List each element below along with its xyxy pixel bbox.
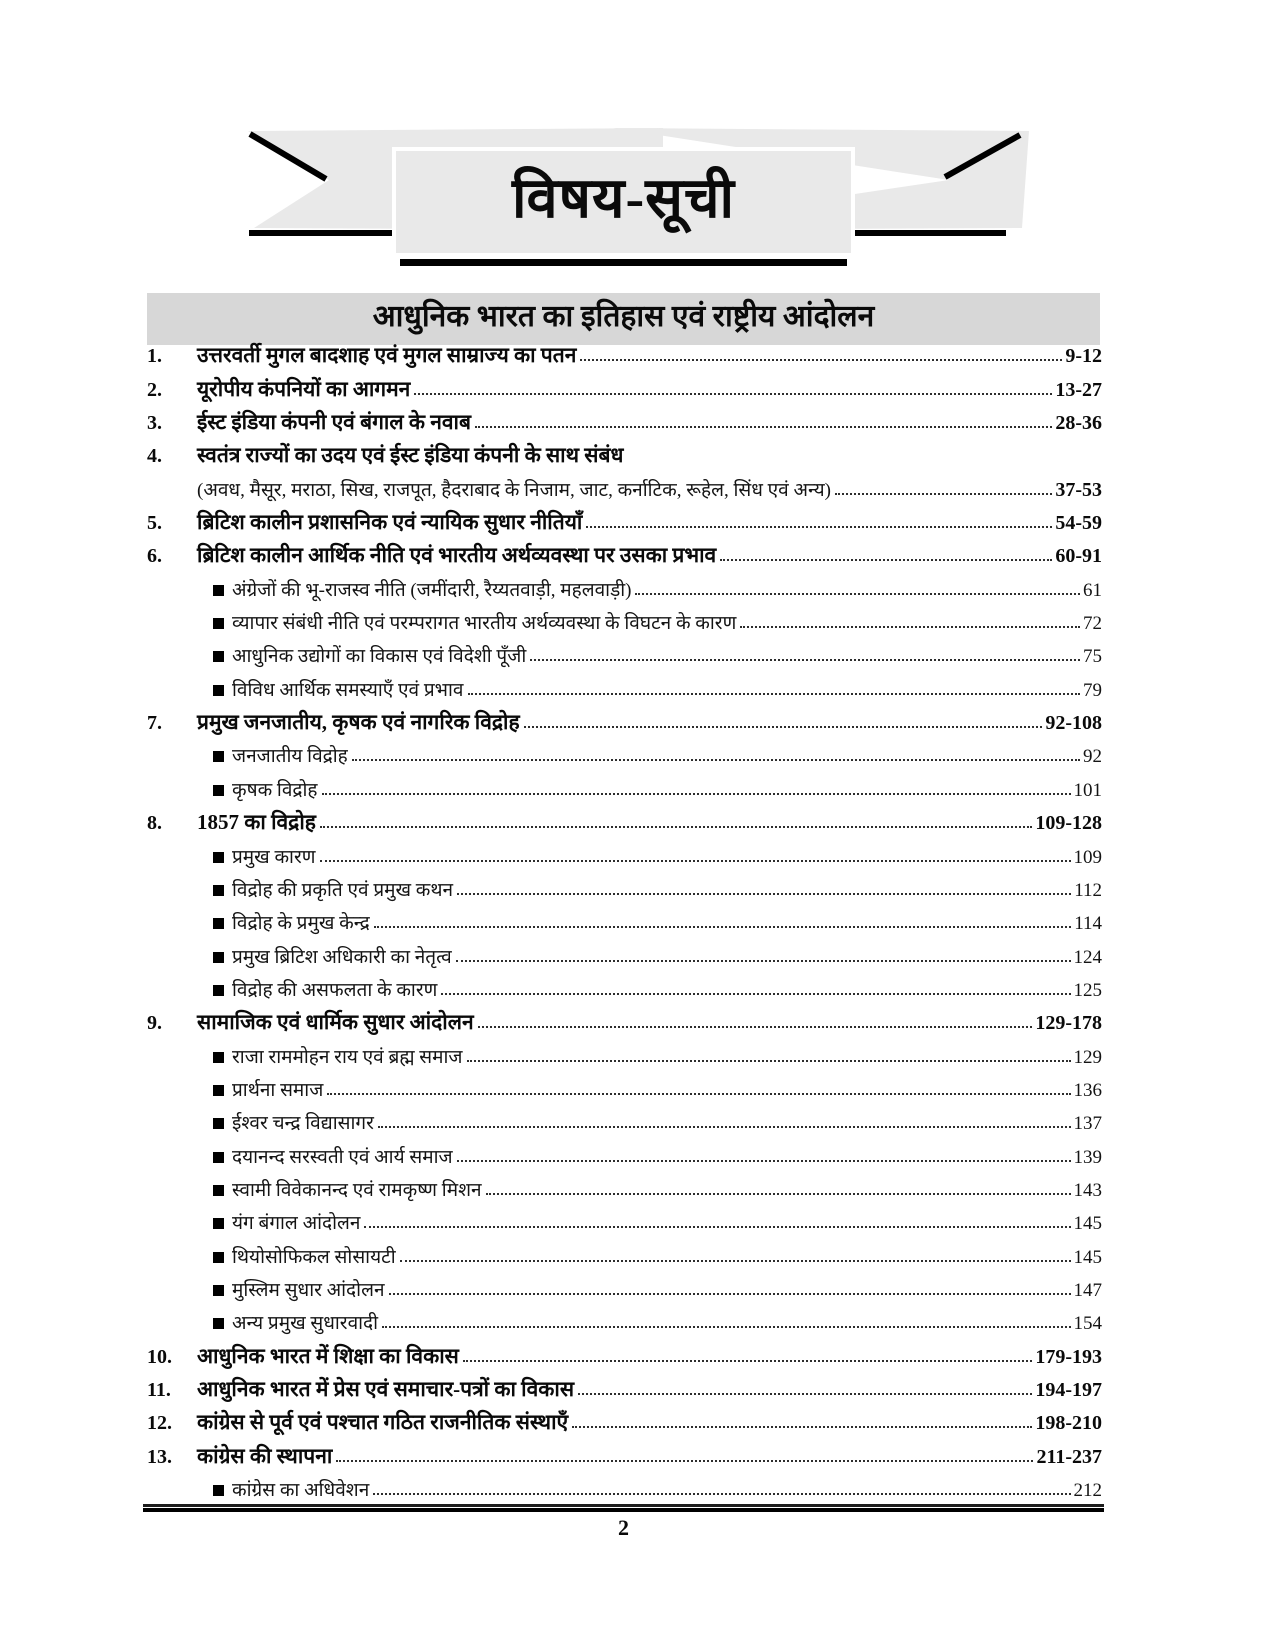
dot-leader — [389, 1293, 1071, 1295]
square-bullet-icon — [213, 885, 224, 896]
subtopic-title: मुस्लिम सुधार आंदोलन — [232, 1279, 385, 1301]
page-range: 9-12 — [1065, 345, 1102, 368]
subtopic-page: 114 — [1074, 913, 1102, 935]
square-bullet-icon — [213, 785, 224, 796]
toc-chapter-row — [147, 1371, 1102, 1404]
subtopic-title: विद्रोह की असफलता के कारण — [232, 979, 438, 1001]
square-bullet-icon — [213, 651, 224, 662]
toc-sub-row — [147, 1471, 1102, 1504]
square-bullet-icon — [213, 585, 224, 596]
dot-leader — [374, 926, 1072, 928]
subtopic-page: 101 — [1073, 779, 1102, 801]
toc-chapter-row — [147, 437, 1102, 470]
subtopic-page: 145 — [1073, 1246, 1102, 1268]
dot-leader — [414, 393, 1052, 395]
page-range: 13-27 — [1055, 378, 1102, 401]
chapter-number: 13. — [147, 1445, 172, 1468]
chapter-title: स्वतंत्र राज्यों का उदय एवं ईस्ट इंडिया कंपनी के साथ संबंध — [197, 443, 624, 468]
toc-sub-row — [147, 1204, 1102, 1237]
chapter-number: 10. — [147, 1345, 172, 1368]
footer-rule-thin-line — [143, 1504, 1104, 1507]
chapter-number: 6. — [147, 545, 162, 568]
dot-leader — [327, 1093, 1070, 1095]
square-bullet-icon — [213, 1252, 224, 1263]
square-bullet-icon — [213, 1085, 224, 1096]
square-bullet-icon — [213, 985, 224, 996]
dot-leader — [320, 826, 1032, 828]
toc-sub-row — [147, 604, 1102, 637]
subtopic-title: प्रमुख ब्रिटिश अधिकारी का नेतृत्व — [232, 946, 452, 968]
dot-leader — [524, 726, 1043, 728]
toc-sub-row — [147, 837, 1102, 870]
square-bullet-icon — [213, 1485, 224, 1496]
square-bullet-icon — [213, 1218, 224, 1229]
page-range: 28-36 — [1055, 412, 1102, 435]
page-range: 92-108 — [1045, 712, 1102, 735]
chapter-title: 1857 का विद्रोह — [197, 810, 316, 835]
toc-chapter-row — [147, 337, 1102, 370]
dot-leader — [373, 1493, 1070, 1495]
subtopic-page: 79 — [1083, 679, 1102, 701]
square-bullet-icon — [213, 1185, 224, 1196]
subtopic-title: ईश्वर चन्द्र विद्यासागर — [232, 1113, 374, 1135]
square-bullet-icon — [213, 1118, 224, 1129]
page-title: विषय-सूची — [511, 168, 736, 230]
toc-sub-row — [147, 904, 1102, 937]
subtopic-page: 147 — [1073, 1279, 1102, 1301]
subtopic-page: 145 — [1073, 1213, 1102, 1235]
page-range: 54-59 — [1055, 512, 1102, 535]
page-range: 211-237 — [1036, 1445, 1102, 1468]
subtopic-title: विद्रोह के प्रमुख केन्द्र — [232, 913, 370, 935]
page-range: 129-178 — [1035, 1012, 1102, 1035]
toc-sub-row — [147, 1037, 1102, 1070]
subtopic-page: 143 — [1073, 1179, 1102, 1201]
chapter-number: 5. — [147, 512, 162, 535]
chapter-title: आधुनिक भारत में शिक्षा का विकास — [197, 1343, 459, 1368]
dot-leader — [572, 1426, 1032, 1428]
toc-sub-row — [147, 570, 1102, 603]
subtopic-page: 61 — [1083, 579, 1102, 601]
toc-sub-row — [147, 1171, 1102, 1204]
chapter-title: यूरोपीय कंपनियों का आगमन — [197, 376, 411, 401]
toc-chapter-row — [147, 804, 1102, 837]
subtopic-page: 75 — [1083, 646, 1102, 668]
dot-leader — [530, 659, 1080, 661]
subtopic-page: 109 — [1073, 846, 1102, 868]
subtopic-title: दयानन्द सरस्वती एवं आर्य समाज — [232, 1146, 453, 1168]
page-number: 2 — [618, 1515, 629, 1540]
subtopic-page: 112 — [1074, 879, 1102, 901]
subtopic-title: राजा राममोहन राय एवं ब्रह्म समाज — [232, 1046, 463, 1068]
chapter-title: ब्रिटिश कालीन प्रशासनिक एवं न्यायिक सुधार नीतियाँ — [197, 510, 583, 535]
dot-leader — [478, 1026, 1033, 1028]
subtopic-page: 139 — [1073, 1146, 1102, 1168]
page-range: 179-193 — [1035, 1345, 1102, 1368]
toc-chapter-row — [147, 404, 1102, 437]
toc-sub-row — [147, 737, 1102, 770]
toc-chapter-row — [147, 370, 1102, 403]
toc-sub-row — [147, 937, 1102, 970]
dot-leader — [463, 1360, 1033, 1362]
subtopic-title: यंग बंगाल आंदोलन — [232, 1213, 361, 1235]
subtopic-title: विद्रोह की प्रकृति एवं प्रमुख कथन — [232, 879, 454, 901]
toc-chapter-row — [147, 537, 1102, 570]
footer-rule-thick-line — [143, 1508, 1104, 1513]
dot-leader — [635, 593, 1080, 595]
square-bullet-icon — [213, 952, 224, 963]
toc-chapter-row — [147, 470, 1102, 503]
dot-leader — [580, 359, 1062, 361]
toc-chapter-row — [147, 504, 1102, 537]
square-bullet-icon — [213, 618, 224, 629]
page-range: 60-91 — [1055, 545, 1102, 568]
toc-sub-row — [147, 1271, 1102, 1304]
page-range: 37-53 — [1055, 478, 1102, 501]
subtopic-title: स्वामी विवेकानन्द एवं रामकृष्ण मिशन — [232, 1179, 482, 1201]
square-bullet-icon — [213, 918, 224, 929]
chapter-subtitle: (अवध, मैसूर, मराठा, सिख, राजपूत, हैदराबाद के निजाम, जाट, कर्नाटिक, रूहेल, सिंध एवं अन्य) — [197, 479, 831, 501]
dot-leader — [457, 1160, 1071, 1162]
subtopic-page: 154 — [1073, 1313, 1102, 1335]
page-range: 109-128 — [1035, 812, 1102, 835]
subtopic-page: 129 — [1073, 1046, 1102, 1068]
dot-leader — [835, 493, 1052, 495]
subtopic-title: प्रार्थना समाज — [232, 1079, 324, 1101]
toc-sub-row — [147, 1104, 1102, 1137]
toc-chapter-row — [147, 1437, 1102, 1470]
subtopic-title: थियोसोफिकल सोसायटी — [232, 1246, 396, 1268]
subtopic-page: 212 — [1073, 1480, 1102, 1502]
square-bullet-icon — [213, 1285, 224, 1296]
footer-rule — [143, 1504, 1104, 1512]
toc-chapter-row — [147, 1337, 1102, 1370]
subtopic-page: 124 — [1073, 946, 1102, 968]
dot-leader — [457, 893, 1071, 895]
chapter-number: 8. — [147, 812, 162, 835]
toc-banner — [243, 126, 1035, 271]
toc-sub-row — [147, 1071, 1102, 1104]
toc-sub-row — [147, 670, 1102, 703]
chapter-number: 12. — [147, 1412, 172, 1435]
dot-leader — [486, 1193, 1071, 1195]
subtopic-page: 72 — [1083, 613, 1102, 635]
banner-underline — [400, 259, 847, 266]
chapter-number: 1. — [147, 345, 162, 368]
toc-chapter-row — [147, 1404, 1102, 1437]
subtopic-title: प्रमुख कारण — [232, 846, 316, 868]
chapter-number: 7. — [147, 712, 162, 735]
square-bullet-icon — [213, 1318, 224, 1329]
dot-leader — [468, 693, 1081, 695]
chapter-number: 9. — [147, 1012, 162, 1035]
page-range: 198-210 — [1035, 1412, 1102, 1435]
dot-leader — [322, 793, 1071, 795]
toc-sub-row — [147, 871, 1102, 904]
subtopic-title: अन्य प्रमुख सुधारवादी — [232, 1313, 379, 1335]
toc-sub-row — [147, 1237, 1102, 1270]
dot-leader — [720, 559, 1052, 561]
subtopic-page: 136 — [1073, 1079, 1102, 1101]
subtopic-title: विविध आर्थिक समस्याएँ एवं प्रभाव — [232, 679, 464, 701]
toc-sub-row — [147, 1137, 1102, 1170]
toc-sub-row — [147, 770, 1102, 803]
toc-chapter-row — [147, 1004, 1102, 1037]
chapter-title: कांग्रेस की स्थापना — [197, 1443, 333, 1468]
subtopic-title: आधुनिक उद्योगों का विकास एवं विदेशी पूँजी — [232, 646, 527, 668]
dot-leader — [378, 1126, 1071, 1128]
chapter-title: सामाजिक एवं धार्मिक सुधार आंदोलन — [197, 1010, 474, 1035]
toc-sub-row — [147, 637, 1102, 670]
toc-sub-row — [147, 971, 1102, 1004]
dot-leader — [352, 759, 1080, 761]
chapter-number: 11. — [147, 1379, 171, 1401]
chapter-title: कांग्रेस से पूर्व एवं पश्चात गठित राजनीतिक संस्थाएँ — [197, 1410, 569, 1435]
chapter-title: ईस्ट इंडिया कंपनी एवं बंगाल के नवाब — [197, 410, 471, 435]
dot-leader — [586, 526, 1052, 528]
page-range: 194-197 — [1035, 1379, 1102, 1401]
square-bullet-icon — [213, 685, 224, 696]
dot-leader — [336, 1460, 1033, 1462]
dot-leader — [441, 993, 1070, 995]
subtopic-page: 125 — [1073, 979, 1102, 1001]
dot-leader — [320, 860, 1071, 862]
chapter-title: प्रमुख जनजातीय, कृषक एवं नागरिक विद्रोह — [197, 710, 520, 735]
chapter-number: 2. — [147, 378, 162, 401]
dot-leader — [475, 426, 1052, 428]
subtopic-title: जनजातीय विद्रोह — [232, 746, 348, 768]
square-bullet-icon — [213, 1152, 224, 1163]
banner-title-box — [392, 147, 855, 257]
subtopic-page: 92 — [1083, 746, 1102, 768]
toc-sub-row — [147, 1304, 1102, 1337]
square-bullet-icon — [213, 751, 224, 762]
subtopic-title: व्यापार संबंधी नीति एवं परम्परागत भारतीय अर्थव्यवस्था के विघटन के कारण — [232, 613, 737, 635]
subtopic-title: कृषक विद्रोह — [232, 779, 318, 801]
dot-leader — [382, 1326, 1070, 1328]
subtopic-title: अंग्रेजों की भू-राजस्व नीति (जमींदारी, रैय्यतवाड़ी, महलवाड़ी) — [232, 579, 632, 601]
chapter-title: उत्तरवर्ती मुगल बादशाह एवं मुगल साम्राज्य का पतन — [197, 343, 577, 368]
dot-leader — [456, 960, 1071, 962]
section-title: आधुनिक भारत का इतिहास एवं राष्ट्रीय आंदोलन — [372, 300, 875, 333]
dot-leader — [578, 1393, 1032, 1395]
dot-leader — [467, 1060, 1071, 1062]
square-bullet-icon — [213, 1052, 224, 1063]
chapter-title: आधुनिक भारत में प्रेस एवं समाचार-पत्रों का विकास — [197, 1377, 575, 1401]
dot-leader — [400, 1260, 1071, 1262]
square-bullet-icon — [213, 852, 224, 863]
chapter-number: 3. — [147, 412, 162, 435]
dot-leader — [364, 1226, 1070, 1228]
chapter-number: 4. — [147, 445, 162, 468]
subtopic-title: कांग्रेस का अधिवेशन — [232, 1480, 370, 1502]
subtopic-page: 137 — [1073, 1113, 1102, 1135]
toc-list — [147, 337, 1102, 1504]
chapter-title: ब्रिटिश कालीन आर्थिक नीति एवं भारतीय अर्थव्यवस्था पर उसका प्रभाव — [197, 543, 717, 568]
dot-leader — [740, 626, 1080, 628]
toc-chapter-row — [147, 704, 1102, 737]
